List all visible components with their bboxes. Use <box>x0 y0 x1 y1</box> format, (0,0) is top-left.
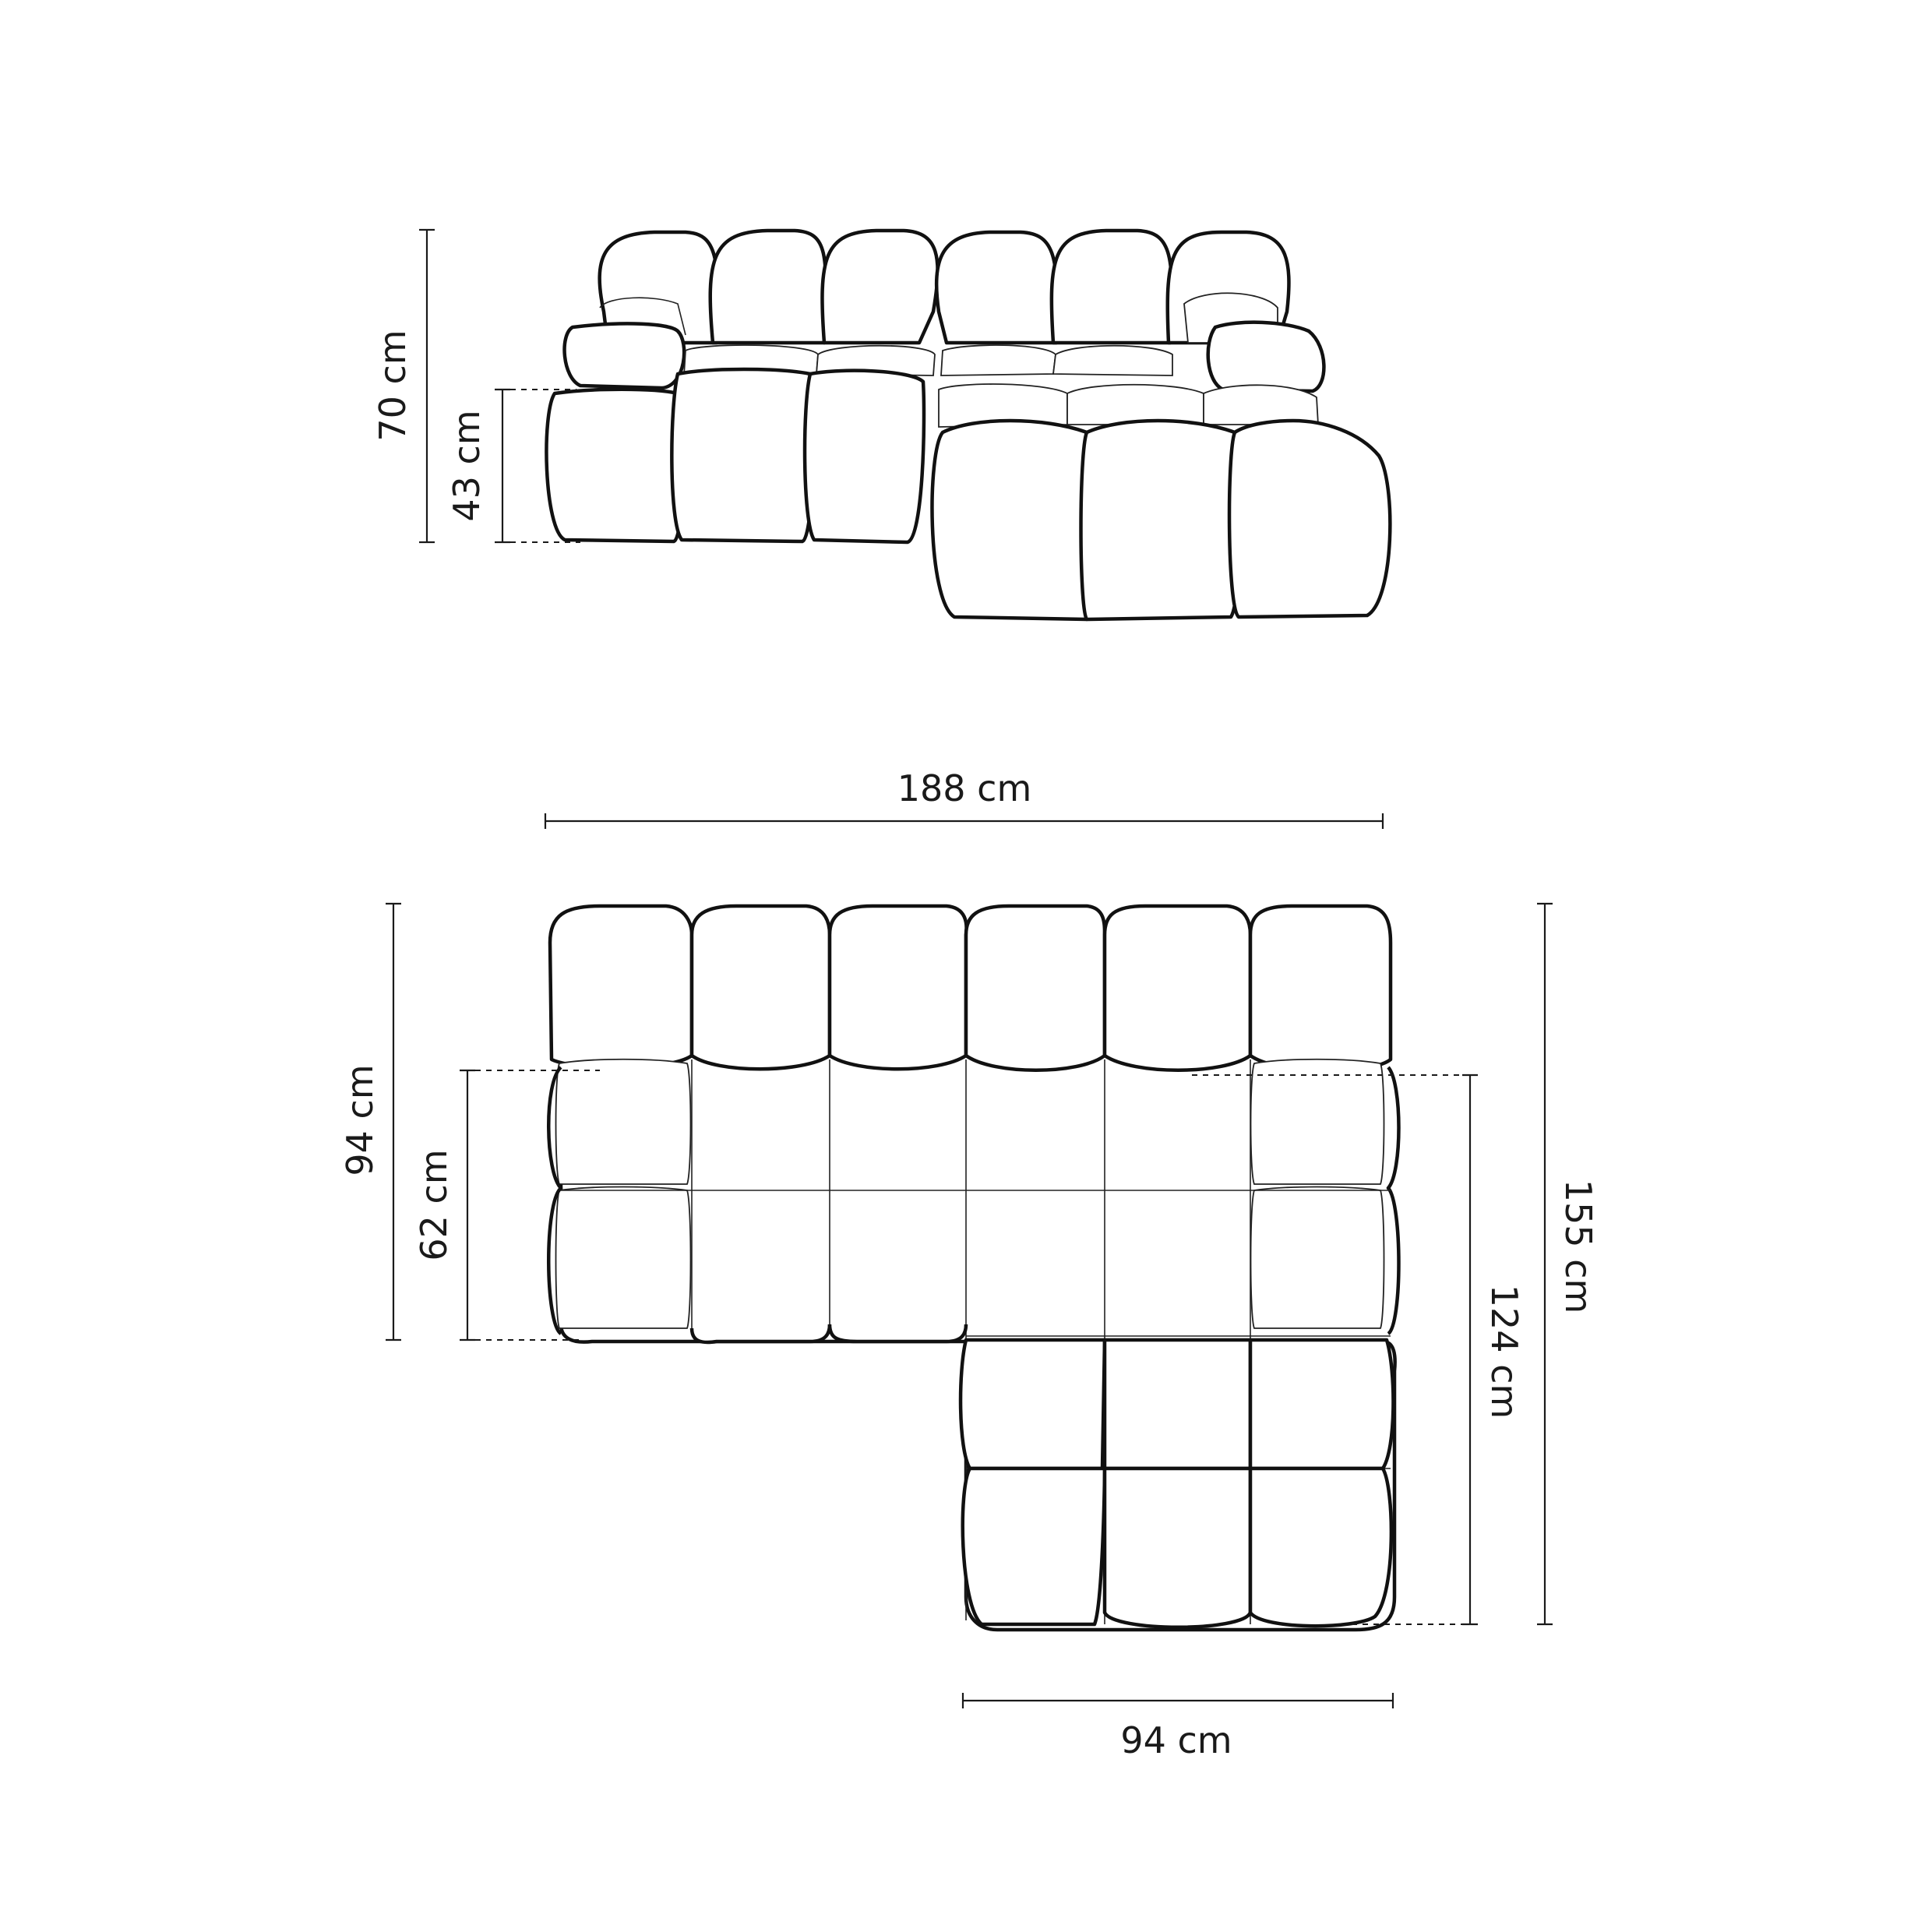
total-width-label: 188 cm <box>897 767 1032 809</box>
front-chaise <box>932 421 1390 619</box>
top-left-arms <box>548 1059 690 1334</box>
total-depth-right-label: 155 cm <box>1557 1179 1599 1314</box>
seat-depth-right-label: 124 cm <box>1483 1284 1525 1419</box>
top-right-arms <box>1251 1059 1399 1334</box>
height-total-label: 70 cm <box>372 330 414 442</box>
seat-depth-left-label: 62 cm <box>413 1149 455 1261</box>
seat-height-label: 43 cm <box>446 410 488 522</box>
front-left-arm <box>546 298 686 541</box>
front-back-cushions <box>600 231 1289 343</box>
top-back-row <box>550 906 1391 1070</box>
top-chaise-cushions <box>961 1340 1393 1627</box>
front-view <box>372 230 1390 619</box>
front-left-seats <box>672 345 935 542</box>
front-right-arm <box>1184 293 1324 391</box>
depth-left-label: 94 cm <box>339 1064 381 1176</box>
chaise-width-label: 94 cm <box>1120 1719 1232 1761</box>
top-view <box>339 767 1599 1761</box>
